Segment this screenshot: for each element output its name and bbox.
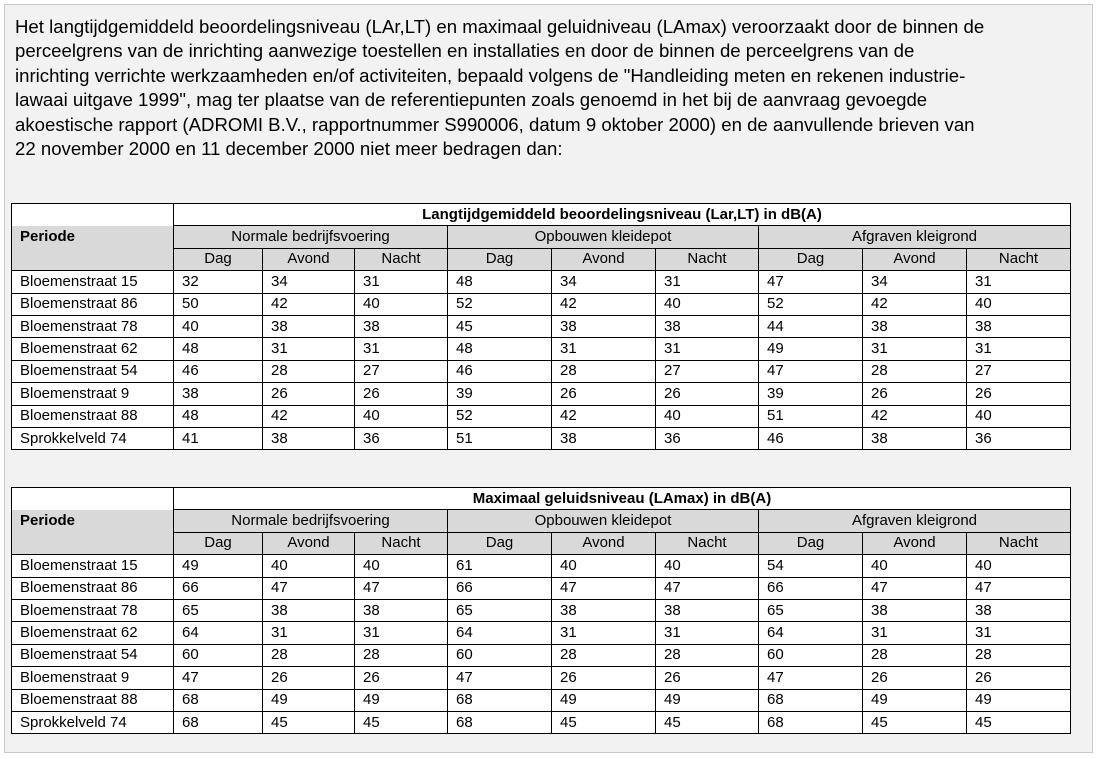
location-cell: Bloemenstraat 62 (12, 622, 174, 644)
value-cell: 36 (967, 427, 1071, 449)
value-cell: 38 (656, 315, 759, 337)
value-cell: 61 (448, 555, 552, 577)
table-row (12, 383, 1071, 405)
periode-header-spacer (12, 248, 174, 270)
value-cell: 34 (552, 271, 656, 293)
value-cell: 26 (355, 383, 448, 405)
table-row (12, 577, 1071, 599)
location-cell: Sprokkelveld 74 (12, 711, 174, 733)
location-cell: Bloemenstraat 9 (12, 667, 174, 689)
table-row (12, 689, 1071, 711)
value-cell: 38 (263, 599, 355, 621)
value-cell: 47 (759, 667, 863, 689)
value-cell: 38 (656, 599, 759, 621)
value-cell: 50 (174, 293, 263, 315)
intro-paragraph: Het langtijdgemiddeld beoordelingsniveau (LAr,LT) en maximaal geluidniveau (LAmax) veroorzaakt door de binnen de perceelgrens van de inrichting aanwezige toestellen en installaties en door de binnen de perceelgrens van de inrichting verrichte werkzaamheden en/of activiteiten, bepaald volgens de "Handleiding meten en rekenen industrie- lawaai uitgave 1999", mag ter plaatse van de referentiepunten zoals genoemd in het bij de aanvraag gevoegde akoestische rapport (ADROMI B.V., rapportnummer S990006, datum 9 oktober 2000) en de aanvullende brieven van 22 november 2000 en 11 december 2000 niet meer bedragen dan: (15, 16, 985, 160)
value-cell: 26 (863, 383, 967, 405)
subcolumn-header: Avond (263, 248, 355, 270)
value-cell: 46 (448, 360, 552, 382)
value-cell: 52 (448, 293, 552, 315)
table-row (12, 360, 1071, 382)
value-cell: 38 (552, 599, 656, 621)
value-cell: 51 (759, 405, 863, 427)
value-cell: 31 (863, 622, 967, 644)
value-cell: 32 (174, 271, 263, 293)
value-cell: 48 (174, 338, 263, 360)
location-cell: Bloemenstraat 88 (12, 405, 174, 427)
table-title-row (12, 488, 1071, 510)
table-row (12, 667, 1071, 689)
value-cell: 47 (967, 577, 1071, 599)
subcolumn-header: Dag (174, 532, 263, 554)
subcolumn-header-row (12, 532, 1071, 554)
value-cell: 40 (863, 555, 967, 577)
value-cell: 60 (759, 644, 863, 666)
table-corner-cell (12, 488, 174, 510)
value-cell: 38 (863, 599, 967, 621)
table-row (12, 555, 1071, 577)
value-cell: 49 (656, 689, 759, 711)
value-cell: 28 (863, 360, 967, 382)
value-cell: 68 (448, 689, 552, 711)
value-cell: 49 (174, 555, 263, 577)
location-cell: Bloemenstraat 78 (12, 315, 174, 337)
value-cell: 31 (355, 338, 448, 360)
table-row (12, 405, 1071, 427)
location-cell: Bloemenstraat 78 (12, 599, 174, 621)
value-cell: 49 (355, 689, 448, 711)
value-cell: 36 (656, 427, 759, 449)
value-cell: 39 (448, 383, 552, 405)
value-cell: 64 (448, 622, 552, 644)
subcolumn-header: Nacht (355, 532, 448, 554)
subcolumn-header: Dag (759, 248, 863, 270)
value-cell: 26 (656, 383, 759, 405)
subcolumn-header: Nacht (656, 532, 759, 554)
periode-header-spacer (12, 532, 174, 554)
value-cell: 31 (552, 622, 656, 644)
value-cell: 40 (263, 555, 355, 577)
value-cell: 28 (552, 360, 656, 382)
value-cell: 64 (174, 622, 263, 644)
table-row (12, 293, 1071, 315)
table-title: Langtijdgemiddeld beoordelingsniveau (Lar,LT) in dB(A) (174, 204, 1071, 226)
value-cell: 40 (967, 555, 1071, 577)
value-cell: 47 (759, 360, 863, 382)
value-cell: 66 (448, 577, 552, 599)
value-cell: 39 (759, 383, 863, 405)
table-row (12, 338, 1071, 360)
value-cell: 31 (263, 338, 355, 360)
subcolumn-header: Nacht (656, 248, 759, 270)
value-cell: 65 (174, 599, 263, 621)
value-cell: 26 (552, 667, 656, 689)
group-header-row (12, 510, 1071, 532)
subcolumn-header: Dag (759, 532, 863, 554)
value-cell: 46 (174, 360, 263, 382)
value-cell: 45 (355, 711, 448, 733)
value-cell: 49 (863, 689, 967, 711)
lar-lt-table (11, 203, 1071, 450)
value-cell: 38 (263, 427, 355, 449)
group-header-row (12, 226, 1071, 248)
value-cell: 31 (355, 271, 448, 293)
value-cell: 38 (552, 315, 656, 337)
value-cell: 41 (174, 427, 263, 449)
subcolumn-header: Avond (552, 532, 656, 554)
table-row (12, 711, 1071, 733)
location-cell: Bloemenstraat 88 (12, 689, 174, 711)
group-header: Normale bedrijfsvoering (174, 226, 448, 248)
value-cell: 26 (656, 667, 759, 689)
lamax-table (11, 487, 1071, 734)
value-cell: 42 (552, 293, 656, 315)
table-row (12, 644, 1071, 666)
value-cell: 60 (174, 644, 263, 666)
subcolumn-header: Nacht (355, 248, 448, 270)
value-cell: 52 (759, 293, 863, 315)
value-cell: 28 (552, 644, 656, 666)
table-row (12, 427, 1071, 449)
value-cell: 40 (355, 405, 448, 427)
value-cell: 26 (967, 383, 1071, 405)
location-cell: Bloemenstraat 62 (12, 338, 174, 360)
value-cell: 26 (863, 667, 967, 689)
value-cell: 47 (863, 577, 967, 599)
value-cell: 51 (448, 427, 552, 449)
value-cell: 31 (656, 338, 759, 360)
value-cell: 38 (967, 315, 1071, 337)
value-cell: 45 (552, 711, 656, 733)
value-cell: 28 (863, 644, 967, 666)
value-cell: 44 (759, 315, 863, 337)
value-cell: 40 (656, 555, 759, 577)
value-cell: 68 (759, 711, 863, 733)
value-cell: 65 (448, 599, 552, 621)
value-cell: 42 (552, 405, 656, 427)
value-cell: 28 (263, 360, 355, 382)
value-cell: 47 (552, 577, 656, 599)
value-cell: 66 (759, 577, 863, 599)
value-cell: 48 (448, 271, 552, 293)
value-cell: 38 (355, 599, 448, 621)
subcolumn-header: Avond (863, 532, 967, 554)
value-cell: 34 (263, 271, 355, 293)
value-cell: 49 (967, 689, 1071, 711)
value-cell: 68 (759, 689, 863, 711)
value-cell: 40 (355, 555, 448, 577)
group-header: Afgraven kleigrond (759, 510, 1071, 532)
value-cell: 31 (656, 622, 759, 644)
value-cell: 68 (174, 689, 263, 711)
value-cell: 48 (174, 405, 263, 427)
value-cell: 45 (967, 711, 1071, 733)
value-cell: 40 (967, 293, 1071, 315)
value-cell: 49 (263, 689, 355, 711)
value-cell: 49 (552, 689, 656, 711)
value-cell: 26 (967, 667, 1071, 689)
value-cell: 42 (263, 405, 355, 427)
location-cell: Bloemenstraat 54 (12, 644, 174, 666)
value-cell: 47 (759, 271, 863, 293)
value-cell: 27 (967, 360, 1071, 382)
value-cell: 40 (552, 555, 656, 577)
location-cell: Bloemenstraat 54 (12, 360, 174, 382)
value-cell: 66 (174, 577, 263, 599)
value-cell: 26 (552, 383, 656, 405)
location-cell: Bloemenstraat 86 (12, 293, 174, 315)
value-cell: 46 (759, 427, 863, 449)
subcolumn-header: Avond (552, 248, 656, 270)
value-cell: 47 (355, 577, 448, 599)
value-cell: 40 (656, 405, 759, 427)
location-cell: Sprokkelveld 74 (12, 427, 174, 449)
location-cell: Bloemenstraat 15 (12, 555, 174, 577)
value-cell: 42 (863, 293, 967, 315)
value-cell: 45 (656, 711, 759, 733)
table-row (12, 599, 1071, 621)
periode-header: Periode (12, 510, 174, 532)
value-cell: 65 (759, 599, 863, 621)
value-cell: 40 (174, 315, 263, 337)
value-cell: 45 (448, 315, 552, 337)
value-cell: 36 (355, 427, 448, 449)
value-cell: 40 (656, 293, 759, 315)
value-cell: 27 (355, 360, 448, 382)
subcolumn-header: Dag (448, 532, 552, 554)
location-cell: Bloemenstraat 86 (12, 577, 174, 599)
subcolumn-header: Avond (863, 248, 967, 270)
group-header: Afgraven kleigrond (759, 226, 1071, 248)
value-cell: 38 (552, 427, 656, 449)
value-cell: 68 (174, 711, 263, 733)
value-cell: 68 (448, 711, 552, 733)
group-header: Normale bedrijfsvoering (174, 510, 448, 532)
value-cell: 38 (174, 383, 263, 405)
value-cell: 31 (355, 622, 448, 644)
value-cell: 47 (448, 667, 552, 689)
value-cell: 26 (355, 667, 448, 689)
group-header: Opbouwen kleidepot (448, 226, 759, 248)
value-cell: 31 (863, 338, 967, 360)
value-cell: 40 (355, 293, 448, 315)
table-row (12, 315, 1071, 337)
value-cell: 38 (863, 427, 967, 449)
value-cell: 26 (263, 667, 355, 689)
subcolumn-header: Dag (174, 248, 263, 270)
value-cell: 49 (759, 338, 863, 360)
value-cell: 27 (656, 360, 759, 382)
table-row (12, 622, 1071, 644)
value-cell: 47 (656, 577, 759, 599)
value-cell: 45 (263, 711, 355, 733)
periode-header: Periode (12, 226, 174, 248)
value-cell: 47 (263, 577, 355, 599)
table-title: Maximaal geluidsniveau (LAmax) in dB(A) (174, 488, 1071, 510)
value-cell: 64 (759, 622, 863, 644)
value-cell: 31 (967, 622, 1071, 644)
table-row (12, 271, 1071, 293)
value-cell: 52 (448, 405, 552, 427)
value-cell: 38 (263, 315, 355, 337)
value-cell: 48 (448, 338, 552, 360)
value-cell: 31 (656, 271, 759, 293)
value-cell: 54 (759, 555, 863, 577)
value-cell: 28 (263, 644, 355, 666)
subcolumn-header: Nacht (967, 532, 1071, 554)
subcolumn-header: Nacht (967, 248, 1071, 270)
value-cell: 38 (967, 599, 1071, 621)
subcolumn-header-row (12, 248, 1071, 270)
value-cell: 31 (263, 622, 355, 644)
value-cell: 60 (448, 644, 552, 666)
location-cell: Bloemenstraat 15 (12, 271, 174, 293)
table-corner-cell (12, 204, 174, 226)
value-cell: 31 (552, 338, 656, 360)
value-cell: 31 (967, 271, 1071, 293)
value-cell: 28 (656, 644, 759, 666)
subcolumn-header: Avond (263, 532, 355, 554)
value-cell: 47 (174, 667, 263, 689)
value-cell: 38 (355, 315, 448, 337)
value-cell: 34 (863, 271, 967, 293)
value-cell: 28 (355, 644, 448, 666)
value-cell: 40 (967, 405, 1071, 427)
value-cell: 31 (967, 338, 1071, 360)
subcolumn-header: Dag (448, 248, 552, 270)
value-cell: 28 (967, 644, 1071, 666)
value-cell: 42 (263, 293, 355, 315)
value-cell: 42 (863, 405, 967, 427)
group-header: Opbouwen kleidepot (448, 510, 759, 532)
value-cell: 26 (263, 383, 355, 405)
location-cell: Bloemenstraat 9 (12, 383, 174, 405)
value-cell: 38 (863, 315, 967, 337)
value-cell: 45 (863, 711, 967, 733)
table-title-row (12, 204, 1071, 226)
